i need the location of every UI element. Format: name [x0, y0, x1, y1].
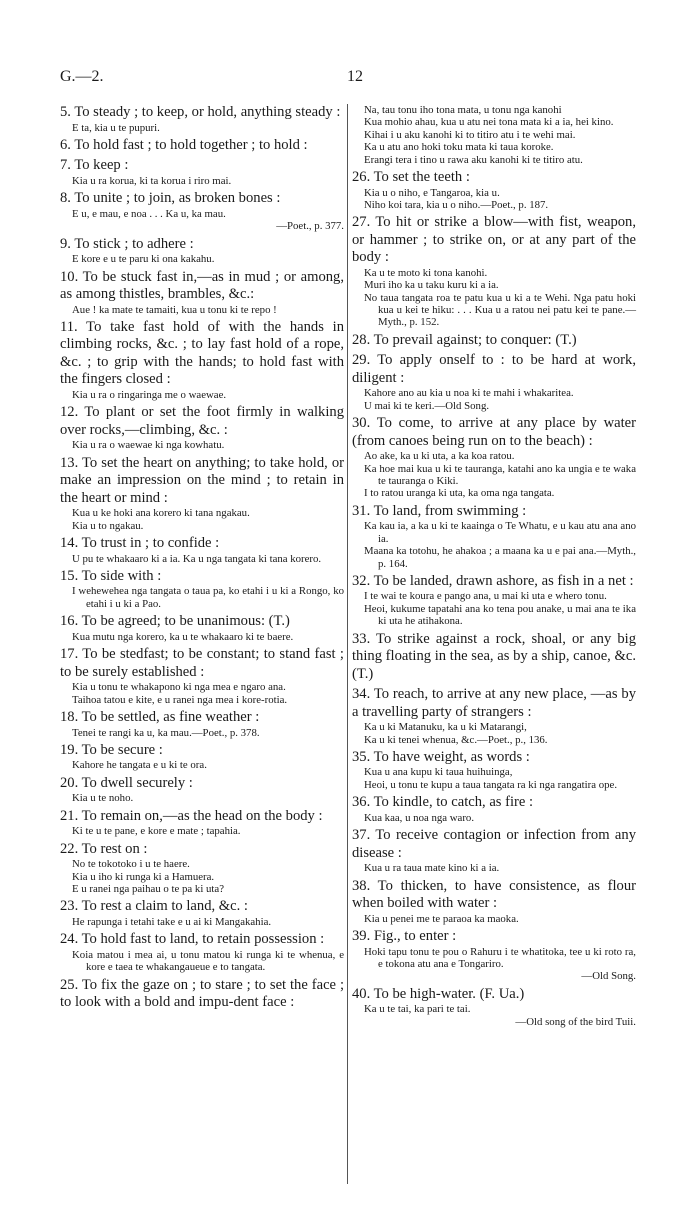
sense-definition: 28. To prevail against; to conquer: (T.) — [352, 331, 577, 348]
usage-example: Kia u te noho. — [72, 792, 134, 805]
source-citation: —Old song of the bird Tuii. — [515, 1015, 636, 1028]
sense-definition: 25. To fix the gaze on ; to stare ; to set the face ; to look with a bold and impu-dent face : — [60, 976, 344, 1011]
sense-definition: 6. To hold fast ; to hold together ; to hold : — [60, 136, 308, 153]
usage-example: Kia u ra o ringaringa me o waewae. — [72, 388, 227, 401]
sense-definition: 11. To take fast hold of with the hands in climbing rocks, &c. ; to lay fast hold of a rope, &c. ; to grip with the hands; to hold fast with the fingers closed : — [60, 318, 344, 388]
sense-definition: 32. To be landed, drawn ashore, as fish in a net : — [352, 572, 634, 589]
dictionary-sense — [352, 794, 636, 827]
usage-example: Kahore he tangata e u ki te ora. — [72, 759, 207, 772]
usage-example: No te tokotoko i u te haere. — [72, 858, 190, 871]
page-header — [60, 68, 650, 92]
sense-definition: 19. To be secure : — [60, 741, 163, 758]
usage-example: Kia u o niho, e Tangaroa, kia u. — [364, 186, 500, 199]
sense-definition: 14. To trust in ; to confide : — [60, 535, 220, 552]
usage-example: Ki te u te pane, e kore e mate ; tapahia. — [72, 825, 241, 838]
dictionary-sense — [352, 214, 636, 332]
sense-definition: 23. To rest a claim to land, &c. : — [60, 898, 248, 915]
dictionary-sense — [60, 808, 344, 841]
dictionary-sense — [60, 646, 344, 709]
usage-example: E u ranei nga paihau o te pa ki uta? — [72, 882, 224, 895]
usage-example: Kia u iho ki runga ki a Hamuera. — [72, 870, 215, 883]
sense-definition: 10. To be stuck fast in,—as in mud ; or among, as among thistles, brambles, &c.: — [60, 268, 344, 303]
dictionary-sense — [60, 898, 344, 931]
usage-example: Ka u ki Matanuku, ka u ki Matarangi, — [364, 721, 527, 734]
usage-example: He rapunga i tetahi take e u ai ki Mangakahia. — [72, 915, 272, 928]
dictionary-sense — [352, 169, 636, 214]
sense-definition: 17. To be stedfast; to be constant; to stand fast ; to be surely established : — [60, 646, 344, 680]
usage-example: Kua u ana kupu ki taua huihuinga, — [364, 766, 513, 779]
usage-example: E ta, kia u te pupuri. — [72, 121, 160, 134]
source-citation: —Poet., p. 377. — [276, 220, 344, 233]
sense-definition: 16. To be agreed; to be unanimous: (T.) — [60, 613, 290, 630]
right-column — [352, 104, 636, 1031]
sense-definition: 13. To set the heart on anything; to take hold, or make an impression on the mind ; to retain in the heart or mind : — [60, 454, 344, 506]
sense-definition: 15. To side with : — [60, 567, 162, 584]
sense-definition: 24. To hold fast to land, to retain possession : — [60, 931, 325, 948]
usage-example: Kia u penei me te paraoa ka maoka. — [364, 912, 519, 925]
usage-example: Aue ! ka mate te tamaiti, kua u tonu ki te repo ! — [72, 303, 277, 316]
dictionary-sense — [352, 573, 636, 631]
dictionary-sense — [60, 236, 344, 269]
usage-example: Kia u tonu te whakapono ki nga mea e ngaro ana. — [72, 681, 286, 694]
usage-example: Ka u te tai, ka pari te tai. — [364, 1003, 471, 1016]
usage-example: Kua mutu nga korero, ka u te whakaaro ki te baere. — [72, 630, 294, 643]
sense-definition: 34. To reach, to arrive at any new place, —as by a travelling party of strangers : — [352, 686, 636, 720]
usage-example: Kia u ra o waewae ki nga kowhatu. — [72, 439, 225, 452]
dictionary-sense — [352, 631, 636, 687]
usage-example: I to ratou uranga ki uta, ka oma nga tangata. — [364, 487, 555, 500]
page-number: 12 — [347, 68, 363, 85]
sense-definition: 12. To plant or set the foot firmly in walking over rocks,—climbing, &c. : — [60, 404, 344, 438]
sense-definition: 27. To hit or strike a blow—with fist, weapon, or hammer ; to strike on, or at any part of the body : — [352, 214, 636, 266]
usage-example: Kahore ano au kia u noa ki te mahi i whakaritea. — [364, 387, 574, 400]
dictionary-sense — [60, 535, 344, 568]
dictionary-sense — [352, 415, 636, 503]
sense-definition: 37. To receive contagion or infection from any disease : — [352, 827, 636, 861]
dictionary-sense — [60, 157, 344, 190]
sense-definition: 33. To strike against a rock, shoal, or any big thing floating in the sea, as by a ship, canoe, &c. (T.) — [352, 630, 636, 682]
usage-example: I wehewehea nga tangata o taua pa, ko etahi i u ki a Rongo, ko etahi i u ki a Pao. — [72, 585, 344, 610]
usage-example: Kua kaa, u noa nga waro. — [364, 811, 475, 824]
usage-example: Kia u ra korua, ki ta korua i riro mai. — [72, 174, 232, 187]
usage-example: U pu te whakaaro ki a ia. Ka u nga tangata ki tana korero. — [72, 552, 322, 565]
sense-definition: 20. To dwell securely : — [60, 774, 193, 791]
sense-definition: 18. To be settled, as fine weather : — [60, 709, 260, 725]
left-column — [60, 104, 344, 1015]
sense-definition: 26. To set the teeth : — [352, 169, 470, 186]
dictionary-sense — [60, 269, 344, 319]
usage-example: Tenei te rangi ka u, ka mau.—Poet., p. 378. — [72, 726, 260, 739]
dictionary-sense — [352, 352, 636, 415]
usage-example: Na, tau tonu iho tona mata, u tonu nga kanohi — [364, 104, 562, 116]
sense-definition: 38. To thicken, to have consistence, as flour when boiled with water : — [352, 877, 636, 912]
usage-example: E u, e mau, e noa . . . Ka u, ka mau. — [72, 207, 226, 220]
dictionary-sense — [60, 613, 344, 646]
usage-example: Ka hoe mai kua u ki te tauranga, katahi ano ka ungia e te waka te tauranga o Kiki. — [364, 462, 636, 487]
sense-definition: 31. To land, from swimming : — [352, 502, 527, 519]
dictionary-sense — [352, 686, 636, 749]
usage-example: U mai ki te keri.—Old Song. — [364, 399, 490, 412]
usage-example: Maana ka totohu, he ahakoa ; a maana ka u e pai ana.—Myth., p. 164. — [364, 545, 636, 570]
dictionary-sense — [352, 503, 636, 573]
usage-example: Ka u te moto ki tona kanohi. — [364, 266, 488, 279]
sense-definition: 40. To be high-water. (F. Ua.) — [352, 985, 525, 1002]
usage-example: Muri iho ka u taku kuru ki a ia. — [364, 279, 499, 292]
dictionary-sense — [60, 319, 344, 404]
sense-definition: 39. Fig., to enter : — [352, 928, 457, 944]
dictionary-sense — [60, 404, 344, 454]
sense-definition: 35. To have weight, as words : — [352, 748, 530, 765]
usage-example: I te wai te koura e pango ana, u mai ki uta e whero tonu. — [364, 590, 607, 603]
dictionary-sense — [60, 841, 344, 899]
usage-example: Heoi, u tonu te kupu a taua tangata ra ki nga rangatira ope. — [364, 778, 618, 791]
usage-example: No taua tangata roa te patu kua u ki a te Wehi. Nga patu hoki kua u kei te hiku: . . . Kua u a ratou nei patu kei te pane.—Myth., p. 152. — [364, 291, 636, 329]
usage-example: Kua mohio ahau, kua u atu nei tona mata ki a ia, hei kino. — [364, 116, 614, 129]
dictionary-sense — [352, 749, 636, 794]
dictionary-sense — [352, 878, 636, 928]
sense-definition: 22. To rest on : — [60, 840, 148, 857]
dictionary-sense — [60, 455, 344, 535]
sessional-paper-number: G.—2. — [60, 68, 104, 85]
usage-example: Niho koi tara, kia u o niho.—Poet., p. 187. — [364, 198, 549, 211]
usage-example: Ka u atu ano hoki toku mata ki taua koroke. — [364, 141, 554, 154]
usage-example: E kore e u te paru ki ona kakahu. — [72, 253, 215, 266]
usage-example: Kua u ra taua mate kino ki a ia. — [364, 862, 500, 875]
dictionary-sense — [352, 928, 636, 986]
dictionary-sense — [60, 775, 344, 808]
usage-example: Kihai i u aku kanohi ki to titiro atu i te wehi mai. — [364, 128, 576, 141]
sense-definition: 5. To steady ; to keep, or hold, anything steady : — [60, 104, 341, 120]
dictionary-sense — [60, 104, 344, 137]
dictionary-sense — [60, 137, 344, 158]
sense-definition: 29. To apply onself to : to be hard at work, diligent : — [352, 352, 636, 386]
dictionary-sense — [352, 986, 636, 1031]
column-divider — [347, 104, 348, 1184]
sense-definition: 30. To come, to arrive at any place by water (from canoes being run on to the beach) : — [352, 415, 636, 449]
source-citation: —Old Song. — [581, 970, 636, 983]
usage-example: Ka u ki tenei whenua, &c.—Poet., p., 136. — [364, 733, 548, 746]
dictionary-sense — [60, 742, 344, 775]
dictionary-sense — [60, 190, 344, 235]
usage-example: Koia matou i mea ai, u tonu matou ki runga ki te whenua, e kore e taea te whakangaueue e to tangata. — [72, 948, 344, 974]
usage-example: Ka kau ia, a ka u ki te kaainga o Te Whatu, e u kau atu ana ano ia. — [364, 520, 636, 545]
sense-definition: 8. To unite ; to join, as broken bones : — [60, 190, 281, 207]
sense-definition: 9. To stick ; to adhere : — [60, 235, 194, 252]
usage-example: Erangi tera i tino u rawa aku kanohi ki te titiro atu. — [364, 153, 583, 166]
dictionary-sense — [60, 709, 344, 742]
sense-definition: 21. To remain on,—as the head on the body : — [60, 807, 323, 824]
dictionary-sense — [352, 332, 636, 353]
dictionary-sense — [352, 104, 636, 169]
dictionary-sense — [352, 827, 636, 877]
usage-example: Hoki tapu tonu te pou o Rahuru i te whatitoka, tee u ki roto ra, e tokona atu ana e Tongariro. — [364, 945, 636, 970]
usage-example: Ao ake, ka u ki uta, a ka koa ratou. — [364, 450, 515, 463]
dictionary-sense — [60, 977, 344, 1015]
sense-definition: 36. To kindle, to catch, as fire : — [352, 794, 534, 811]
sense-definition: 7. To keep : — [60, 157, 129, 174]
dictionary-sense — [60, 931, 344, 976]
usage-example: Heoi, kukume tapatahi ana ko tena pou anake, u mai ana te ika ki uta he atihakona. — [364, 602, 636, 628]
usage-example: Kia u to ngakau. — [72, 519, 144, 532]
dictionary-sense — [60, 568, 344, 613]
usage-example: Taihoa tatou e kite, e u ranei nga mea i kore-rotia. — [72, 693, 288, 706]
usage-example: Kua u ke hoki ana korero ki tana ngakau. — [72, 507, 250, 520]
